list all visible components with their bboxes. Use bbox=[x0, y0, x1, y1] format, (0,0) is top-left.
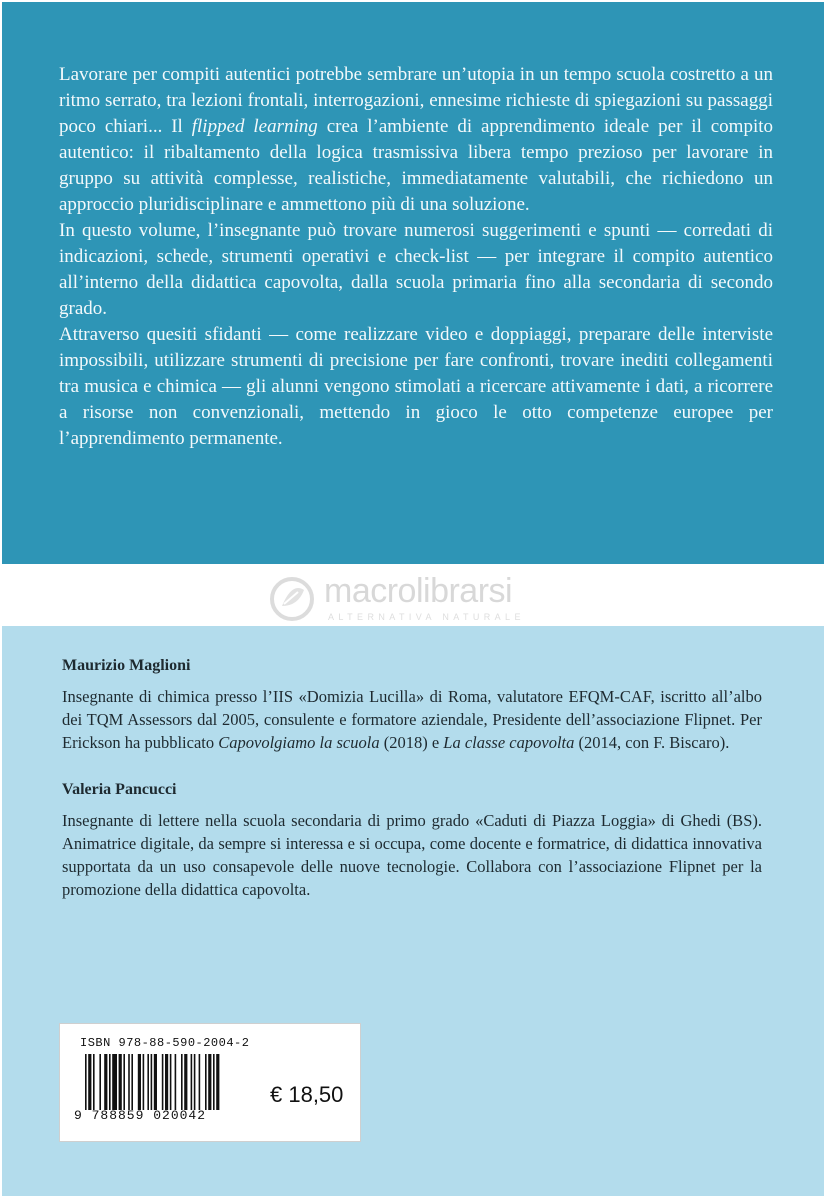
author-bio bbox=[62, 685, 762, 754]
book-title: Capovolgiamo la scuola bbox=[218, 733, 380, 752]
barcode-label bbox=[59, 1023, 361, 1142]
watermark-brand: macrolibrarsi bbox=[324, 572, 513, 610]
watermark-tagline: ALTERNATIVA NATURALE bbox=[328, 612, 525, 622]
watermark bbox=[268, 574, 568, 624]
blurb-paragraph-2: In questo volume, l’insegnante può trovare numerosi suggerimenti e spunti — corredati di indicazioni, schede, strumenti operativi e check-list — per integrare il compito autentico all’interno della didattica capovolta, dalla scuola primaria fino alla secondaria di secondo grado. bbox=[59, 220, 773, 319]
blurb-text: crea l’ambiente di apprendimento ideale per il compito autentico: il ribaltamento della logica trasmissiva libera tempo prezioso per lavorare in gruppo su attività complesse, realistiche, immediatamente valutabili, che richiedono un approccio pluridisciplinare e ammettono più di una soluzione. bbox=[59, 116, 774, 215]
isbn-text: ISBN 978-88-590-2004-2 bbox=[80, 1036, 250, 1050]
bio-text: Insegnante di chimica presso l’IIS «Domizia Lucilla» di Roma, valutatore EFQM-CAF, iscritto all’albo dei TQM Assessors dal 2005, consulente e formatore aziendale, Presidente dell’associazione Flipnet. Per Erickson ha pubblicato bbox=[62, 687, 762, 752]
leaf-logo-icon bbox=[268, 576, 316, 622]
blurb-paragraph-3: Attraverso quesiti sfidanti — come realizzare video e doppiaggi, preparare delle interviste impossibili, utilizzare strumenti di precisione per fare confronti, trovare inediti collegamenti tra musica e chimica — gli alunni vengono stimolati a ricercare attivamente i dati, a ricorrere a risorse non convenzionali, mettendo in gioco le otto competenze europee per l’apprendimento permanente. bbox=[59, 324, 773, 449]
price: € 18,50 bbox=[270, 1082, 344, 1107]
book-blurb bbox=[59, 62, 773, 452]
ean-digits: 9 788859 020042 bbox=[74, 1108, 207, 1123]
book-title: La classe capovolta bbox=[443, 733, 575, 752]
bio-text: (2014, con F. Biscaro). bbox=[574, 733, 730, 752]
barcode-icon bbox=[85, 1054, 265, 1110]
author-2 bbox=[62, 781, 762, 901]
bio-text: (2018) e bbox=[379, 733, 444, 752]
blurb-text: Lavorare per compiti autentici potrebbe sembrare un’utopia in un tempo scuola costretto a un ritmo serrato, tra lezioni frontali, interrogazioni, ennesime richieste di spiegazioni su passaggi poco chiari... Il bbox=[59, 64, 773, 137]
author-1 bbox=[62, 657, 762, 754]
blurb-emphasis: flipped learning bbox=[191, 116, 318, 137]
author-name: Valeria Pancucci bbox=[62, 781, 177, 798]
blurb-paragraph-1 bbox=[59, 62, 773, 218]
author-bio: Insegnante di lettere nella scuola secondaria di primo grado «Caduti di Piazza Loggia» di Ghedi (BS). Animatrice digitale, da sempre si interessa e si occupa, come docente e formatrice, di didattica innovativa supportata da un uso consapevole delle nuove tecnologie. Collabora con l’associazione Flipnet per la promozione della didattica capovolta. bbox=[62, 811, 762, 899]
author-name: Maurizio Maglioni bbox=[62, 657, 191, 674]
